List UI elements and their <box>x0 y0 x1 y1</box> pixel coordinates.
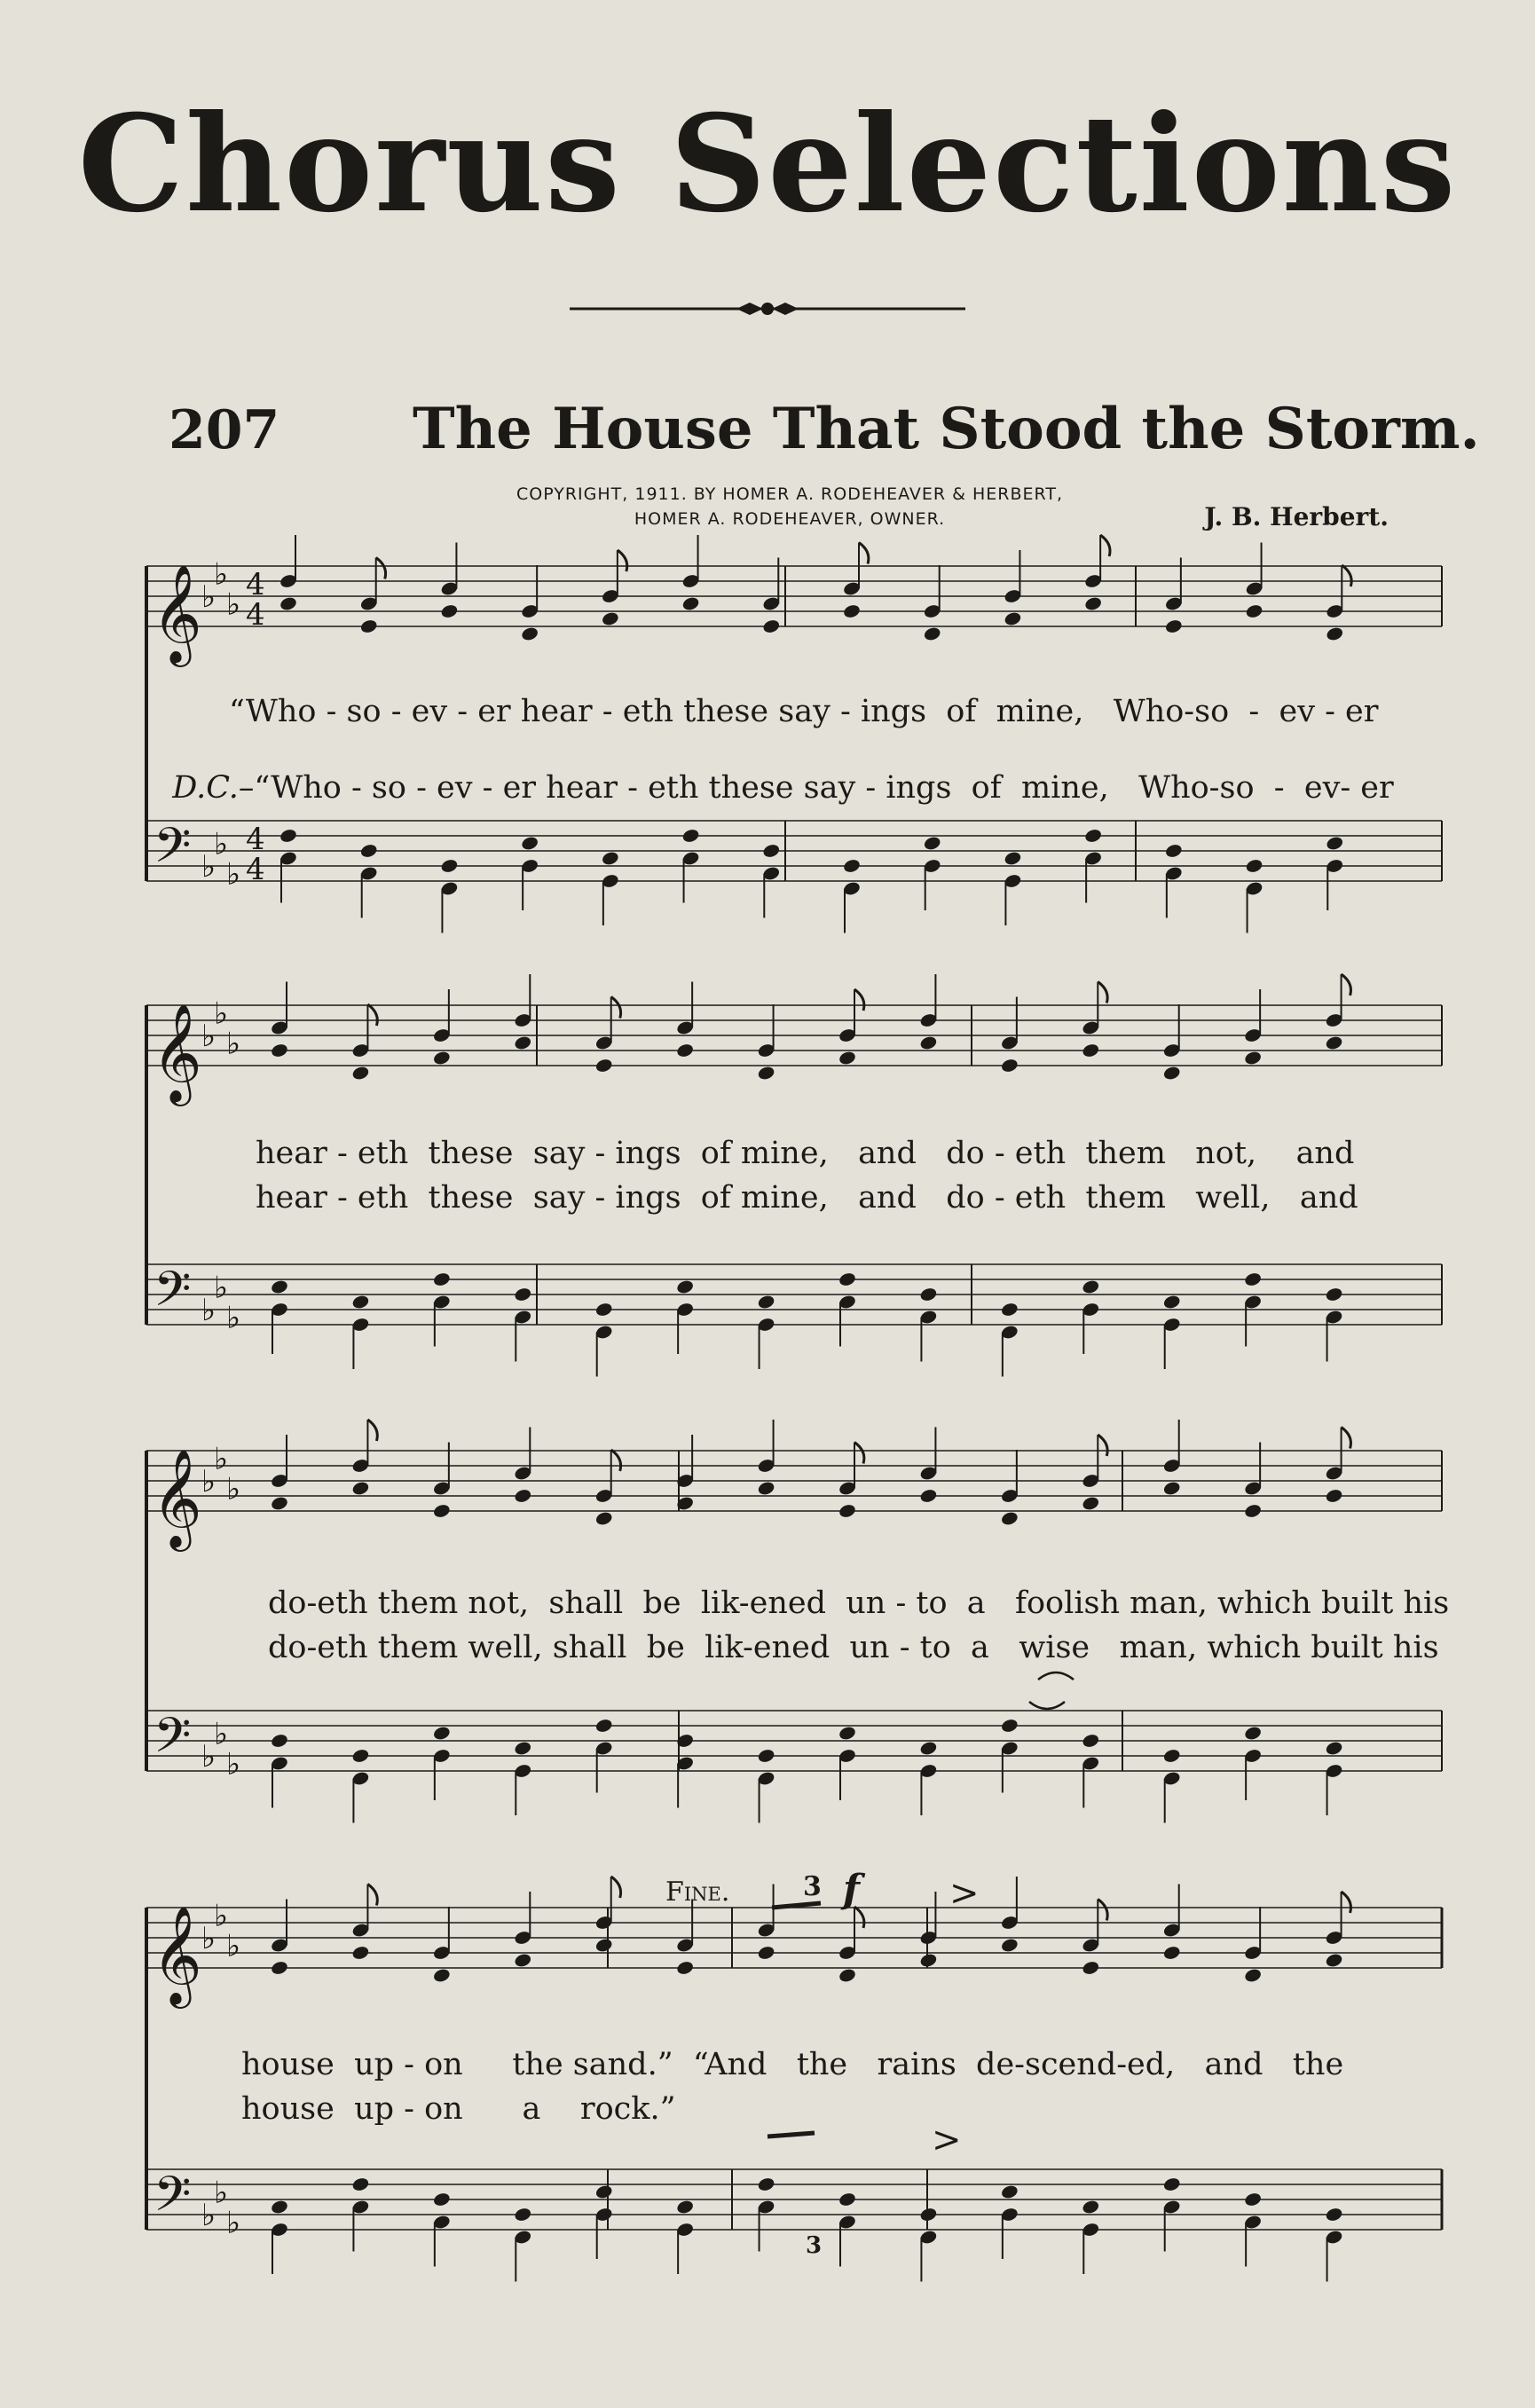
note-head <box>594 1058 613 1074</box>
note-head <box>762 618 781 634</box>
note-head <box>594 1718 613 1734</box>
note-flag <box>1100 535 1110 556</box>
note-head <box>1082 1495 1100 1511</box>
note-head <box>1162 1480 1181 1496</box>
note-flag <box>1342 1428 1351 1449</box>
note-head <box>1243 1050 1262 1066</box>
note-head <box>279 595 297 611</box>
note-head <box>351 1480 370 1496</box>
flat-sign: ♭ <box>214 826 229 862</box>
note-head <box>757 1065 775 1081</box>
note-head <box>757 1945 775 1961</box>
note-head <box>757 2176 775 2192</box>
note-head <box>1000 2184 1019 2199</box>
flat-sign: ♭ <box>201 1293 216 1328</box>
note-head <box>270 1495 288 1511</box>
treble-clef: 𝄞 <box>152 1905 202 2004</box>
note-head <box>514 1287 532 1302</box>
note-head <box>270 1960 288 1976</box>
note-head <box>1082 2199 1100 2215</box>
note-head <box>1326 626 1344 641</box>
lyric-line: hear - eth these say - ings of mine, and do - eth them well, and <box>256 1180 1358 1216</box>
flat-sign: ♭ <box>226 586 241 623</box>
flat-sign: ♭ <box>226 2205 241 2241</box>
flat-sign: ♭ <box>201 1464 216 1499</box>
note-head <box>1000 1510 1019 1526</box>
note-head <box>594 1937 613 1953</box>
lyric-line: house up - on the sand.” “And the rains de-scend-ed, and the <box>241 2047 1344 2082</box>
flat-sign: ♭ <box>201 849 216 885</box>
flat-sign: ♭ <box>201 579 216 615</box>
note-head <box>1325 1488 1343 1504</box>
note-head <box>757 1480 775 1496</box>
note-head <box>432 1967 451 1983</box>
note-head <box>594 2184 613 2199</box>
triplet-number: 3 <box>806 2232 823 2259</box>
note-head <box>1162 1065 1181 1081</box>
note-head <box>923 835 941 851</box>
note-head <box>279 828 297 844</box>
flat-sign: ♭ <box>201 2198 216 2233</box>
note-head <box>1162 2176 1181 2192</box>
beam <box>768 2133 815 2137</box>
note-head <box>1082 1960 1100 1976</box>
note-head <box>270 2199 288 2215</box>
time-signature-denominator: 4 <box>246 597 265 633</box>
note-head <box>1083 828 1102 844</box>
fine-marking: Fine. <box>665 1877 730 1908</box>
note-head <box>1000 1718 1019 1734</box>
flat-sign: ♭ <box>214 1898 229 1934</box>
note-head <box>923 626 941 641</box>
lyric-line: do-eth them not, shall be lik-ened un - to a foolish man, which built his <box>268 1586 1450 1621</box>
note-head <box>1000 1937 1019 1953</box>
time-signature-numerator: 4 <box>246 822 265 857</box>
triplet-number: 3 <box>803 1871 822 1902</box>
note-head <box>838 1050 856 1066</box>
note-head <box>1243 2192 1262 2207</box>
note-flag <box>1098 1435 1107 1456</box>
note-flag <box>1342 974 1351 995</box>
note-head <box>514 1035 532 1051</box>
note-head <box>1243 1271 1262 1287</box>
note-head <box>351 1065 370 1081</box>
note-head <box>601 610 619 626</box>
note-head <box>1325 1952 1343 1968</box>
flat-sign: ♭ <box>226 1026 241 1062</box>
dc-prefix: D.C.– <box>172 770 255 806</box>
note-head <box>514 2207 532 2223</box>
note-head <box>270 1279 288 1294</box>
note-head <box>1164 618 1183 634</box>
note-head <box>594 1302 613 1318</box>
note-head <box>919 1035 938 1051</box>
note-head <box>1162 1945 1181 1961</box>
time-signature-denominator: 4 <box>246 852 265 887</box>
note-flag <box>611 997 621 1019</box>
note-head <box>919 1952 938 1968</box>
note-flag <box>611 1877 621 1898</box>
note-head <box>1243 1725 1262 1741</box>
note-head <box>1082 1279 1100 1294</box>
treble-clef: 𝄞 <box>152 563 202 663</box>
note-head <box>1245 603 1263 619</box>
note-head <box>1162 1294 1181 1310</box>
note-head <box>1325 1287 1343 1302</box>
note-flag <box>367 1885 377 1906</box>
note-head <box>440 603 459 619</box>
note-head <box>838 2192 856 2207</box>
note-head <box>681 828 700 844</box>
flat-sign: ♭ <box>201 1921 216 1956</box>
note-head <box>1082 1043 1100 1058</box>
note-head <box>1083 595 1102 611</box>
note-head <box>842 858 861 874</box>
note-head <box>1000 1302 1019 1318</box>
note-head <box>1164 843 1183 859</box>
note-head <box>838 1725 856 1741</box>
note-head <box>1243 1967 1262 1983</box>
note-head <box>1004 610 1022 626</box>
note-flag <box>1342 1892 1351 1913</box>
note-head <box>1325 2207 1343 2223</box>
note-flag <box>854 989 864 1011</box>
accent-mark: > <box>932 2120 962 2160</box>
note-head <box>520 835 539 851</box>
note-head <box>838 1271 856 1287</box>
note-head <box>675 1960 694 1976</box>
flat-sign: ♭ <box>226 1300 241 1336</box>
hymn-number: 207 <box>169 399 280 461</box>
slur <box>1038 1672 1074 1680</box>
flat-sign: ♭ <box>214 1716 229 1752</box>
lyric-line-dc <box>153 742 1394 804</box>
note-head <box>432 1271 451 1287</box>
note-head <box>1243 1503 1262 1519</box>
accent-mark: > <box>949 1873 980 1914</box>
flat-sign: ♭ <box>214 995 229 1032</box>
note-head <box>432 2192 451 2207</box>
flat-sign: ♭ <box>214 1270 229 1306</box>
treble-clef: 𝄞 <box>152 1003 202 1102</box>
note-flag <box>367 1420 377 1441</box>
bass-clef: 𝄢 <box>154 1261 192 1329</box>
note-head <box>270 1043 288 1058</box>
note-flag <box>1098 982 1107 1003</box>
bass-clef: 𝄢 <box>154 2166 192 2234</box>
note-head <box>520 626 539 641</box>
note-flag <box>1098 1900 1107 1921</box>
lyric-line: “Who - so - ev - er hear - eth these say - ings of mine, Who-so - ev- er <box>254 770 1394 806</box>
note-flag <box>854 1443 864 1464</box>
hymn-title: The House That Stood the Storm. <box>413 396 1480 462</box>
note-head <box>1325 1740 1343 1756</box>
note-head <box>919 2207 938 2223</box>
note-head <box>838 1503 856 1519</box>
copyright-line-1: COPYRIGHT, 1911. BY HOMER A. RODEHEAVER & HERBERT, <box>516 484 1064 504</box>
flat-sign: ♭ <box>214 556 229 593</box>
note-flag <box>367 1004 377 1026</box>
note-head <box>1082 1733 1100 1749</box>
note-head <box>1000 1058 1019 1074</box>
note-flag <box>1342 565 1351 586</box>
lyric-line: do-eth them well, shall be lik-ened un - to a wise man, which built his <box>268 1630 1439 1665</box>
lyric-line: hear - eth these say - ings of mine, and do - eth them not, and <box>256 1136 1355 1171</box>
note-head <box>919 1287 938 1302</box>
time-signature-numerator: 4 <box>246 567 265 602</box>
note-head <box>838 1967 856 1983</box>
note-head <box>919 1488 938 1504</box>
bass-clef: 𝄢 <box>154 817 192 885</box>
note-head <box>514 1740 532 1756</box>
note-head <box>842 603 861 619</box>
note-flag <box>376 558 386 579</box>
composer-credit: J. B. Herbert. <box>1204 502 1389 531</box>
flat-sign: ♭ <box>214 1441 229 1477</box>
flat-sign: ♭ <box>226 1746 241 1782</box>
note-head <box>270 1733 288 1749</box>
note-head <box>432 1725 451 1741</box>
note-head <box>514 1952 532 1968</box>
note-head <box>681 595 700 611</box>
lyric-line: house up - on a rock.” <box>241 2091 676 2127</box>
note-head <box>762 843 781 859</box>
note-head <box>432 1503 451 1519</box>
note-head <box>675 2199 694 2215</box>
note-head <box>359 618 378 634</box>
note-head <box>1245 858 1263 874</box>
note-head <box>359 843 378 859</box>
note-head <box>1004 850 1022 866</box>
note-flag <box>618 550 627 571</box>
flat-sign: ♭ <box>201 1019 216 1054</box>
treble-clef: 𝄞 <box>152 1448 202 1547</box>
copyright-line-2: HOMER A. RODEHEAVER, OWNER. <box>634 509 946 529</box>
note-head <box>440 858 459 874</box>
note-flag <box>859 543 869 564</box>
flat-sign: ♭ <box>201 1739 216 1775</box>
note-head <box>757 1294 775 1310</box>
lyric-line: “Who - so - ev - er hear - eth these say - ings of mine, Who-so - ev - er <box>229 694 1379 729</box>
note-flag <box>611 1450 621 1471</box>
flat-sign: ♭ <box>226 856 241 893</box>
slur <box>1029 1702 1065 1709</box>
note-head <box>432 1050 451 1066</box>
note-head <box>1162 1748 1181 1764</box>
note-head <box>1326 835 1344 851</box>
note-head <box>351 1748 370 1764</box>
note-head <box>594 1510 613 1526</box>
note-head <box>601 850 619 866</box>
note-head <box>919 1740 938 1756</box>
note-head <box>351 1294 370 1310</box>
forte-dynamic: f <box>843 1867 860 1912</box>
flat-sign: ♭ <box>214 2175 229 2211</box>
note-head <box>675 1279 694 1294</box>
note-head <box>1325 1035 1343 1051</box>
bass-clef: 𝄢 <box>154 1707 192 1775</box>
flat-sign: ♭ <box>226 1471 241 1507</box>
note-head <box>514 1488 532 1504</box>
note-head <box>351 1945 370 1961</box>
note-head <box>351 2176 370 2192</box>
note-head <box>675 1043 694 1058</box>
note-head <box>757 1748 775 1764</box>
page-title: Chorus Selections <box>77 86 1458 242</box>
flat-sign: ♭ <box>226 1928 241 1964</box>
